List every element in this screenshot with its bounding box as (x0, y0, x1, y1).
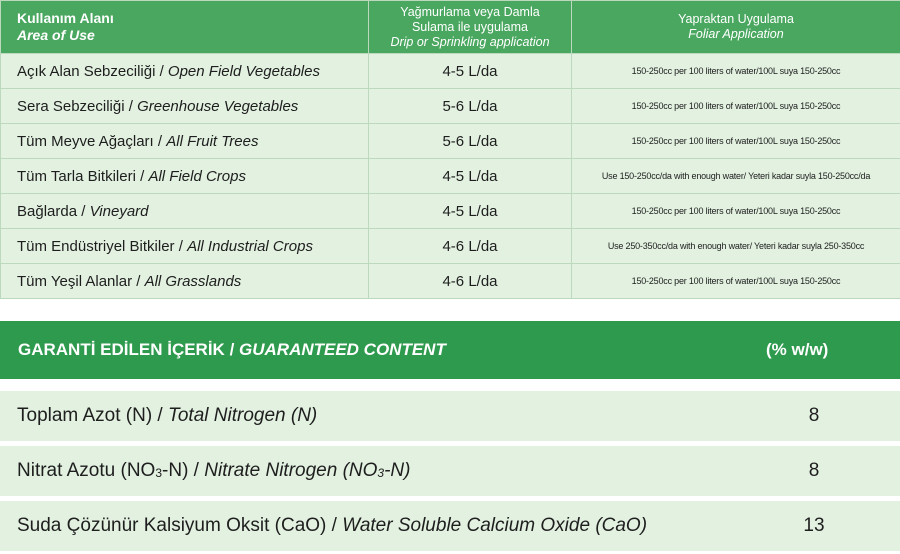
foliar-rate: Use 150-250cc/da with enough water/ Yeteri kadar suyla 150-250cc/da (572, 159, 900, 194)
drip-rate: 4-6 L/da (369, 229, 572, 264)
guaranteed-title-en: GUARANTEED CONTENT (239, 340, 446, 359)
foliar-header (572, 1, 900, 54)
drip-rate: 4-6 L/da (369, 264, 572, 299)
guaranteed-content-header (0, 321, 900, 379)
area-tr: Tüm Tarla Bitkileri (17, 167, 136, 185)
area-en: All Grasslands (144, 272, 242, 290)
nutrient-name-tr (17, 405, 152, 426)
nutrient-name: Nitrat Azotu $(NO_3-N)$ / Nitrate Nitrogen $(NO_3-N)$ (17, 460, 411, 481)
guaranteed-row (0, 391, 900, 441)
nutrient-name-tr-text: Toplam Azot (N) (17, 405, 153, 426)
area-en: All Fruit Trees (166, 132, 259, 150)
area-cell: Tüm Tarla Bitkileri / All Field Crops (1, 159, 369, 194)
nutrient-name-tr (17, 460, 188, 481)
area-tr: Açık Alan Sebzeciliği (17, 62, 156, 80)
area-en: Greenhouse Vegetables (137, 97, 299, 115)
usage-row (1, 124, 900, 159)
nutrient-value: 8 (808, 405, 820, 426)
drip-header-en: Drip or Sprinkling application (390, 34, 550, 49)
nutrient-name-en-text: Total Nitrogen (N) (168, 405, 318, 426)
nutrient-name-en-text: Water Soluble Calcium Oxide (CaO) (342, 515, 648, 536)
area-cell: Sera Sebzeciliği / Greenhouse Vegetables (1, 89, 369, 124)
area-header-en: Area of Use (17, 27, 95, 43)
drip-rate: 5-6 L/da (369, 124, 572, 159)
nutrient-name-tr (17, 515, 326, 536)
area-tr: Bağlarda (17, 202, 78, 220)
guaranteed-content-title: GARANTİ EDİLEN İÇERİK / GUARANTEED CONTENT (18, 340, 446, 359)
foliar-rate: 150-250cc per 100 liters of water/100L suya 150-250cc (572, 124, 900, 159)
drip-rate: 4-5 L/da (369, 159, 572, 194)
foliar-rate: 150-250cc per 100 liters of water/100L suya 150-250cc (572, 194, 900, 229)
area-tr: Tüm Endüstriyel Bitkiler (17, 237, 175, 255)
area-tr: Sera Sebzeciliği (17, 97, 125, 115)
nutrient-name: Toplam Azot (N) / Total Nitrogen (N) (17, 405, 318, 426)
foliar-rate: 150-250cc per 100 liters of water/100L suya 150-250cc (572, 264, 900, 299)
usage-row (1, 159, 900, 194)
drip-rate: 4-5 L/da (369, 194, 572, 229)
area-en: Vineyard (89, 202, 149, 220)
foliar-header-en: Foliar Application (688, 27, 784, 41)
foliar-header-tr: Yapraktan Uygulama (678, 12, 794, 26)
nutrient-value: 13 (803, 515, 825, 536)
area-header (1, 1, 369, 54)
foliar-rate: 150-250cc per 100 liters of water/100L suya 150-250cc (572, 89, 900, 124)
area-en: Open Field Vegetables (167, 62, 320, 80)
drip-rate: 5-6 L/da (369, 89, 572, 124)
guaranteed-title-tr: GARANTİ EDİLEN İÇERİK (18, 340, 225, 359)
nutrient-value: 8 (808, 460, 820, 481)
drip-header-tr: Yağmurlama veya Damla Sulama ile uygulama (400, 4, 540, 34)
nutrient-name-en (168, 405, 317, 426)
foliar-rate: Use 250-350cc/da with enough water/ Yeteri kadar suyla 250-350cc (572, 229, 900, 264)
area-header-tr: Kullanım Alanı (17, 10, 114, 26)
nutrient-name: Suda Çözünür Kalsiyum Oksit (CaO) / Water Soluble Calcium Oxide (CaO) (17, 515, 648, 536)
area-tr: Tüm Meyve Ağaçları (17, 132, 154, 150)
nutrient-name-en (342, 515, 647, 536)
nutrient-name-tr-tail: -N) (162, 460, 189, 481)
area-cell: Bağlarda / Vineyard (1, 194, 369, 229)
area-cell: Tüm Yeşil Alanlar / All Grasslands (1, 264, 369, 299)
area-cell: Tüm Endüstriyel Bitkiler / All Industrial Crops (1, 229, 369, 264)
area-en: All Field Crops (148, 167, 246, 185)
area-tr: Tüm Yeşil Alanlar (17, 272, 133, 290)
usage-row (1, 229, 900, 264)
nutrient-name-en-text: Nitrate Nitrogen (NO (204, 460, 378, 481)
area-en: All Industrial Crops (187, 237, 313, 255)
guaranteed-unit: (% w/w) (766, 340, 829, 359)
drip-header (369, 1, 572, 54)
usage-row (1, 194, 900, 229)
area-cell: Açık Alan Sebzeciliği / Open Field Vegetables (1, 54, 369, 89)
guaranteed-row (0, 501, 900, 551)
nutrient-name-tr-text: Nitrat Azotu (NO (17, 460, 156, 481)
nutrient-name-tr-text: Suda Çözünür Kalsiyum Oksit (CaO) (17, 515, 327, 536)
guaranteed-row (0, 446, 900, 496)
foliar-rate: 150-250cc per 100 liters of water/100L suya 150-250cc (572, 54, 900, 89)
usage-header-row (1, 1, 900, 54)
drip-rate: 4-5 L/da (369, 54, 572, 89)
usage-row (1, 89, 900, 124)
nutrient-name-en-tail: -N) (384, 460, 411, 481)
area-cell: Tüm Meyve Ağaçları / All Fruit Trees (1, 124, 369, 159)
subscript: 3 (377, 466, 385, 480)
usage-row (1, 264, 900, 299)
usage-row (1, 54, 900, 89)
nutrient-name-en (204, 460, 410, 481)
subscript: 3 (155, 466, 163, 480)
